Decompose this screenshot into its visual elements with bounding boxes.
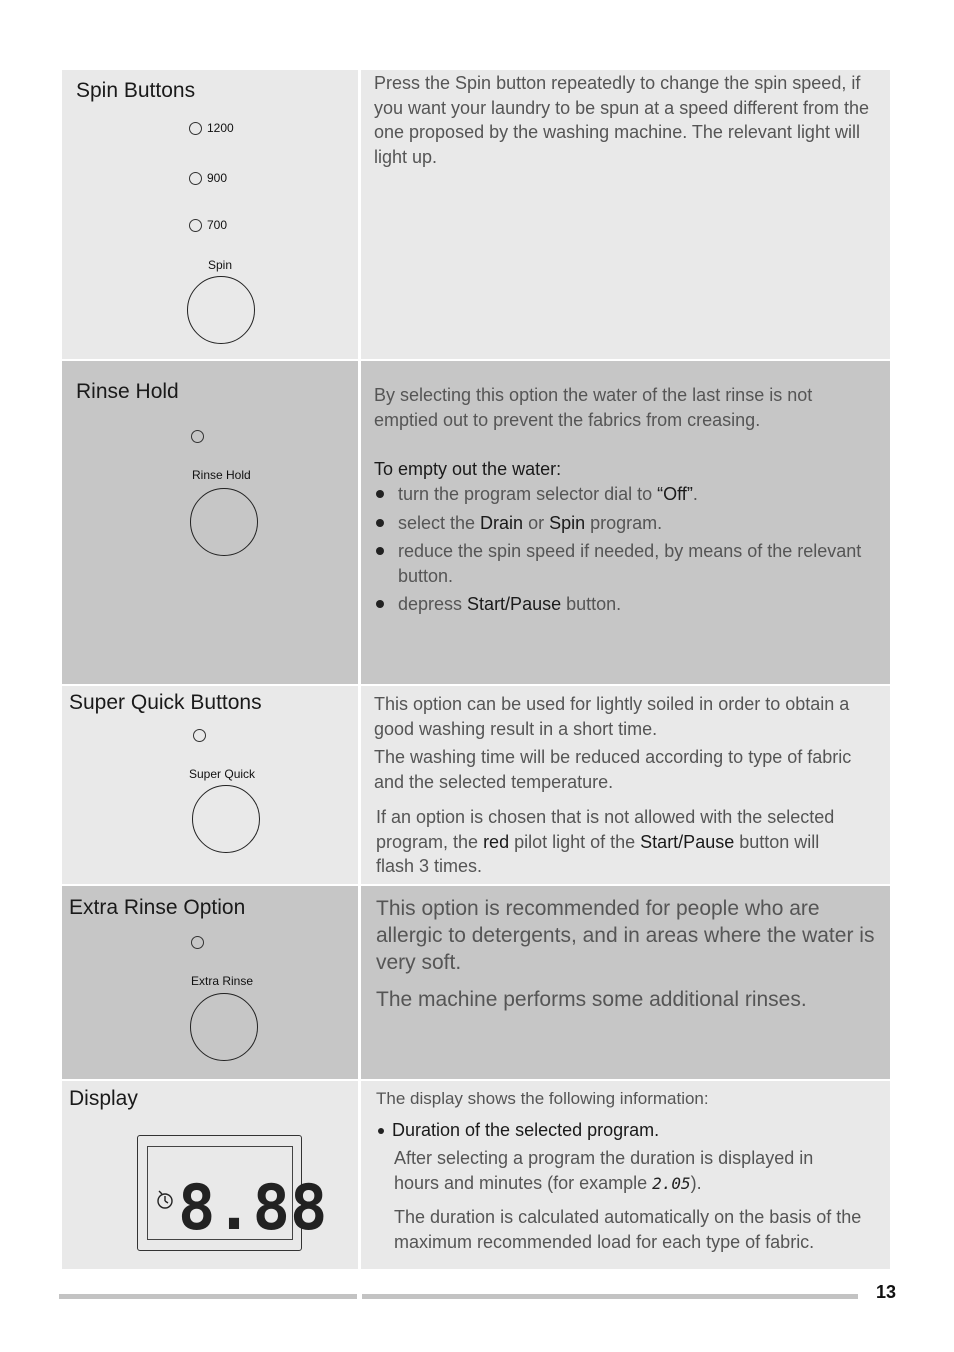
- display-control-panel: [62, 1081, 358, 1269]
- rinse-hold-subheading: To empty out the water:: [374, 459, 562, 479]
- section-extra-rinse: [62, 886, 890, 1079]
- list-item: reduce the spin speed if needed, by means of the relevant button.: [374, 539, 880, 588]
- extra-rinse-para-2: The machine performs some additional rinses.: [376, 988, 807, 1011]
- super-quick-button-label: Super Quick: [189, 767, 256, 781]
- display-bullet: Duration of the selected program.: [378, 1120, 659, 1141]
- display-intro: The display shows the following information:: [376, 1089, 709, 1108]
- section-spin: [62, 70, 890, 359]
- spin-lamp-1200: [189, 122, 202, 135]
- page-number: 13: [876, 1282, 897, 1302]
- bullet-icon: [376, 547, 384, 555]
- super-quick-description-panel: [361, 686, 890, 884]
- footer-rule-left: [59, 1294, 357, 1299]
- list-item: depress Start/Pause button.: [374, 592, 880, 617]
- bullet-icon: [378, 1128, 384, 1134]
- spin-description-panel: [361, 70, 890, 359]
- extra-rinse-lamp: [191, 936, 204, 949]
- display-example: 2.05: [652, 1173, 691, 1193]
- super-quick-para-2: The washing time will be reduced according to type of fabric and the selected temperature.: [374, 747, 852, 792]
- spin-lamp-900: [189, 172, 202, 185]
- extra-rinse-description-panel: [361, 886, 890, 1079]
- extra-rinse-button-label: Extra Rinse: [191, 974, 254, 988]
- display-digits: 8.88: [178, 1171, 328, 1244]
- spin-lamp-label-700: 700: [207, 218, 228, 232]
- timer-icon: [158, 1191, 172, 1208]
- spin-title: Spin Buttons: [76, 79, 196, 102]
- extra-rinse-button[interactable]: [190, 993, 258, 1061]
- super-quick-title: Super Quick Buttons: [69, 691, 262, 714]
- rinse-hold-steps: [374, 482, 880, 621]
- spin-lamp-label-1200: 1200: [207, 121, 234, 135]
- rinse-hold-button-label: Rinse Hold: [192, 468, 251, 482]
- list-item: select the Drain or Spin program.: [374, 511, 880, 536]
- extra-rinse-para-1: This option is recommended for people who are allergic to detergents, and in areas where the water is very soft.: [376, 897, 875, 974]
- super-quick-lamp: [193, 729, 206, 742]
- bullet-icon: [376, 490, 384, 498]
- section-super-quick: [62, 686, 890, 884]
- display-title: Display: [69, 1087, 138, 1110]
- rinse-hold-intro: By selecting this option the water of the last rinse is not emptied out to prevent the fabrics from creasing.: [374, 385, 813, 430]
- spin-control-panel: [62, 70, 358, 359]
- list-item: turn the program selector dial to “Off”.: [374, 482, 880, 507]
- footer-rule-right: [362, 1294, 858, 1299]
- rinse-hold-control-panel: [62, 361, 358, 684]
- spin-lamp-700: [189, 219, 202, 232]
- display-note: The duration is calculated automatically on the basis of the maximum recommended load for each type of fabric.: [394, 1207, 862, 1252]
- super-quick-para-1: This option can be used for lightly soiled in order to obtain a good washing result in a short time.: [374, 694, 850, 739]
- bullet-icon: [376, 600, 384, 608]
- spin-button[interactable]: [187, 276, 255, 344]
- super-quick-warning: If an option is chosen that is not allowed with the selected program, the red pilot light of the Start/Pause button will flash 3 times.: [376, 807, 835, 876]
- spin-lamp-label-900: 900: [207, 171, 228, 185]
- display-readout: [148, 1147, 328, 1244]
- display-screen: [147, 1146, 328, 1244]
- display-detail: After selecting a program the duration is displayed in hours and minutes (for example 2.05).: [394, 1148, 814, 1193]
- rinse-hold-button[interactable]: [190, 488, 258, 556]
- extra-rinse-control-panel: [62, 886, 358, 1079]
- rinse-hold-title: Rinse Hold: [76, 380, 179, 403]
- rinse-hold-description-panel: [361, 361, 890, 684]
- rinse-hold-lamp: [191, 430, 204, 443]
- spin-button-label: Spin: [208, 258, 233, 272]
- bullet-icon: [376, 519, 384, 527]
- display-description-panel: [361, 1081, 890, 1269]
- super-quick-button[interactable]: [192, 785, 260, 853]
- super-quick-control-panel: [62, 686, 358, 884]
- section-rinse-hold: [62, 361, 890, 684]
- spin-description: Press the Spin button repeatedly to change the spin speed, if you want your laundry to be spun at a speed different from the one proposed by the washing machine. The relevant light will light up.: [374, 73, 869, 167]
- section-display: [62, 1081, 890, 1269]
- display-panel: [137, 1135, 328, 1251]
- extra-rinse-title: Extra Rinse Option: [69, 896, 246, 919]
